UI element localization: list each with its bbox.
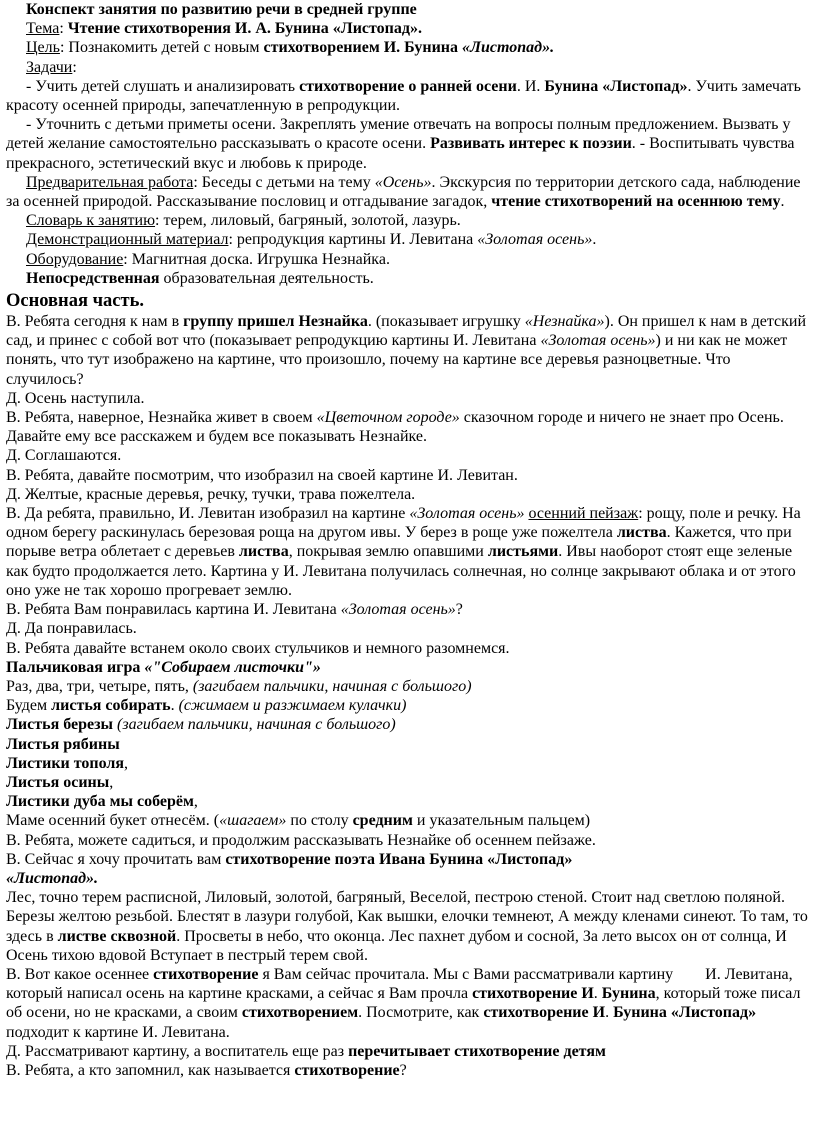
task-2: - Уточнить с детьми приметы осени. Закреплять умение отвечать на вопросы полным предложением. Вызвать у детей желание самостоятельно рассказывать о красоте осени. Развивать интерес к поэзии. - Воспитывать чувства прекрасного, эстетический вкус и любовь к природе.	[6, 116, 795, 172]
task-1: - Учить детей слушать и анализировать стихотворение о ранней осени. И. Бунина «Листопад». Учить замечать красоту осенней природы, запечатленную в репродукции.	[6, 77, 801, 115]
main-heading: Основная часть.	[6, 291, 144, 312]
tasks-label-line: Задачи:	[26, 58, 77, 76]
poem-text: Лес, точно терем расписной, Лиловый, золотой, багряный, Веселой, пестрою стеной. Стоит над светлою поляной. Березы желтою резьбой. Блестят в лазури голубой, Как вышки, елочки темнеют, А между кленами синеют. То там, то здесь в листве сквозной. Просветы в небо, что оконца. Лес пахнет дубом и сосной, За лето высох он от солнца, И Осень тихою вдовой Вступает в пестрый терем свой.	[6, 889, 808, 964]
game-line-7: Листики дуба мы соберём,	[6, 793, 198, 811]
game-line-3: Листья березы (загибаем пальчики, начиная с большого)	[6, 716, 396, 734]
paragraph-10: В. Ребята давайте встанем около своих стульчиков и немного разомнемся.	[6, 639, 510, 657]
paragraph-1: В. Ребята сегодня к нам в группу пришел Незнайка. (показывает игрушку «Незнайка»). Он пришел к нам в детский сад, и принес с собой вот что (показывает репродукцию картины И. Левитана «Золотая осень») и ни как не может понять, что тут изображено на картине, что произошло, почему на картине все деревья разноцветные. Что случилось?	[6, 313, 807, 388]
demo-material-line: Демонстрационный материал: репродукция картины И. Левитана «Золотая осень».	[26, 231, 597, 249]
goal-line: Цель: Познакомить детей с новым стихотворением И. Бунина «Листопад».	[26, 39, 555, 57]
finger-game-title: Пальчиковая игра «"Собираем листочки"»	[6, 658, 321, 676]
game-line-8: Маме осенний букет отнесём. («шагаем» по столу средним и указательным пальцем)	[6, 812, 591, 830]
paragraph-24: В. Вот какое осеннее стихотворение я Вам сейчас прочитала. Мы с Вами рассматривали картину И. Левитана, который написал осень на картине красками, а сейчас я Вам прочла стихотворение И. Бунина, который тоже писал об осени, но не красками, а своим стихотворением. Посмотрите, как стихотворение И. Бунина «Листопад» подходит к картине И. Левитана.	[6, 965, 805, 1041]
activity-line: Непосредственная образовательная деятельность.	[26, 269, 374, 287]
paragraph-6: Д. Желтые, красные деревья, речку, тучки, трава пожелтела.	[6, 485, 416, 503]
paragraph-4: Д. Соглашаются.	[6, 447, 122, 465]
game-line-2: Будем листья собирать. (сжимаем и разжимаем кулачки)	[6, 697, 407, 715]
paragraph-9: Д. Да понравилась.	[6, 620, 137, 638]
game-line-1: Раз, два, три, четыре, пять, (загибаем пальчики, начиная с большого)	[6, 677, 472, 695]
paragraph-2: Д. Осень наступила.	[6, 389, 145, 407]
preliminary-work: Предварительная работа: Беседы с детьми на тему «Осень». Экскурсия по территории детского сада, наблюдение за осенней природой. Рассказывание пословиц и отгадывание загадок, чтение стихотворений на осеннюю тему.	[6, 173, 801, 211]
paragraph-8: В. Ребята Вам понравилась картина И. Левитана «Золотая осень»?	[6, 601, 463, 619]
paragraph-3: В. Ребята, наверное, Незнайка живет в своем «Цветочном городе» сказочном городе и ничего не знает про Осень. Давайте ему все расскажем и будем все показывать Незнайке.	[6, 409, 784, 446]
paragraph-20: В. Ребята, можете садиться, и продолжим рассказывать Незнайке об осеннем пейзаже.	[6, 831, 596, 849]
game-line-6: Листья осины,	[6, 773, 114, 791]
poem-title: «Листопад».	[6, 869, 99, 887]
document-title: Конспект занятия по развитию речи в средней группе	[26, 1, 417, 18]
paragraph-21: В. Сейчас я хочу прочитать вам стихотворение поэта Ивана Бунина «Листопад»	[6, 850, 573, 868]
equipment-line: Оборудование: Магнитная доска. Игрушка Незнайка.	[26, 250, 390, 268]
topic-line: Тема: Чтение стихотворения И. А. Бунина «Листопад».	[26, 20, 422, 38]
game-line-5: Листики тополя,	[6, 754, 129, 772]
paragraph-26: В. Ребята, а кто запомнил, как называется стихотворение?	[6, 1061, 407, 1079]
game-line-4: Листья рябины	[6, 735, 120, 753]
vocabulary-line: Словарь к занятию: терем, лиловый, багряный, золотой, лазурь.	[26, 212, 461, 230]
paragraph-25: Д. Рассматривают картину, а воспитатель еще раз перечитывает стихотворение детям	[6, 1042, 606, 1060]
paragraph-7: В. Да ребята, правильно, И. Левитан изобразил на картине «Золотая осень» осенний пейзаж: рощу, поле и речку. На одном берегу раскинулась березовая роща на другом ивы. У берез в роще уже пожелтела листва. Кажется, что при порыве ветра облетает с деревьев листва, покрывая землю опавшими листьями. Ивы наоборот стоят еще зеленые как будто продолжается лето. Картина у И. Левитана получилась солнечная, но солнце закрывают облака и от этого оно уже не так хорошо прогревает землю.	[6, 505, 801, 599]
paragraph-5: В. Ребята, давайте посмотрим, что изобразил на своей картине И. Левитан.	[6, 466, 518, 484]
